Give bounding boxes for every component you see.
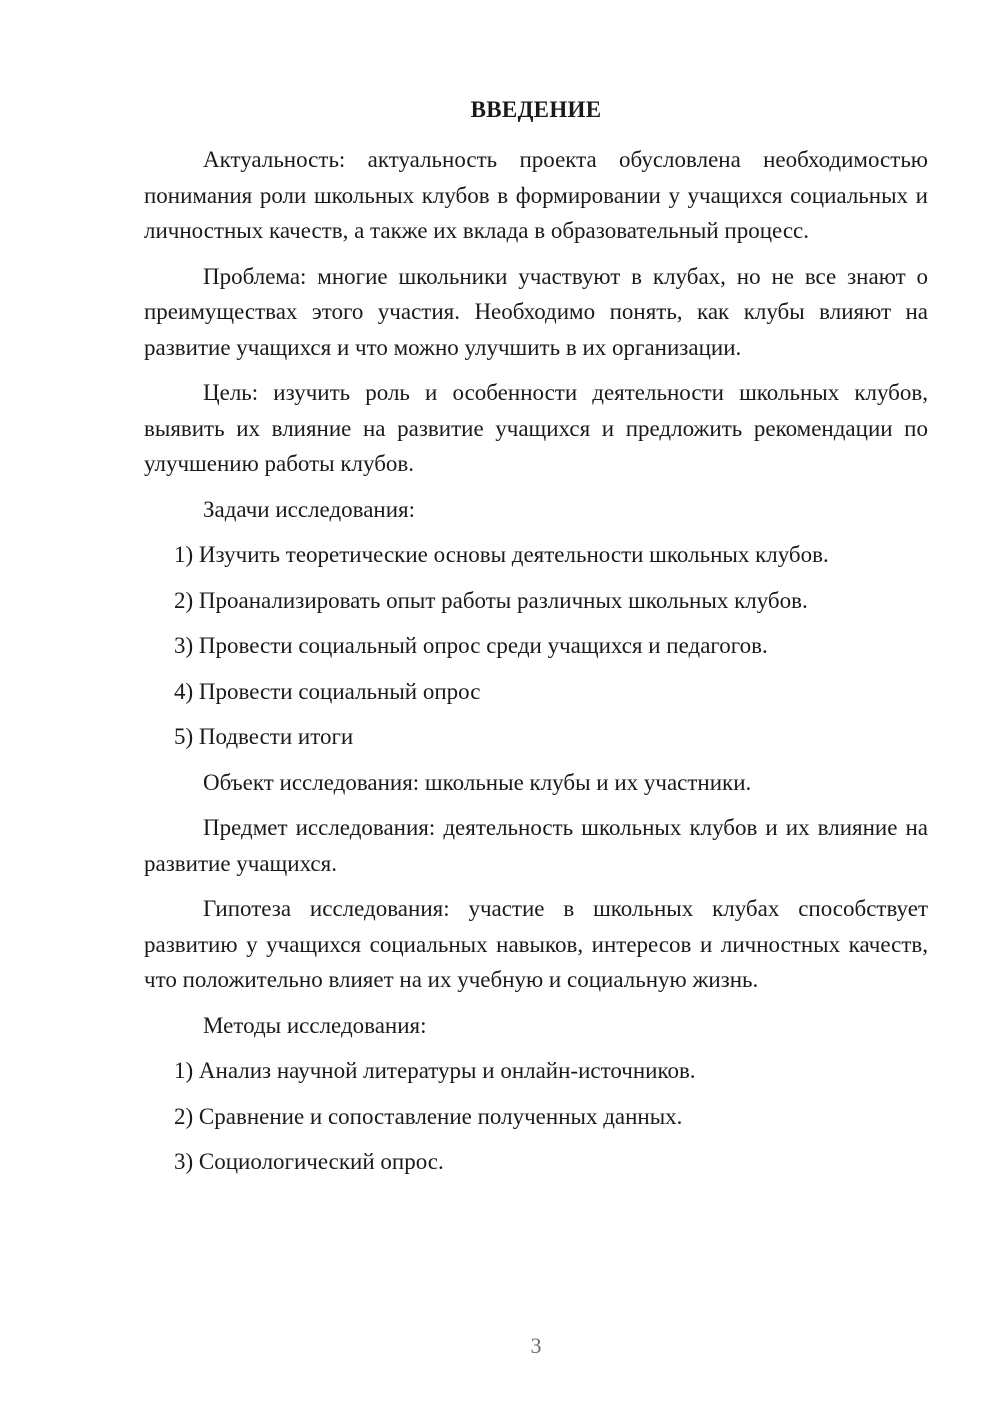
section-title: ВВЕДЕНИЕ xyxy=(470,97,602,122)
list-item: 2) Проанализировать опыт работы различных школьных клубов. xyxy=(174,587,808,613)
relevance-paragraph: Актуальность: актуальность проекта обусловлена необходимостью понимания роли школьных клубов в формировании у учащихся социальных и личностных качеств, а также их вклада в образовательный процесс. xyxy=(144,147,928,243)
document-body xyxy=(144,142,928,1190)
methods-list xyxy=(144,1053,928,1180)
methods-heading: Методы исследования: xyxy=(203,1012,427,1038)
list-item: 3) Социологический опрос. xyxy=(174,1149,444,1174)
object-paragraph: Объект исследования: школьные клубы и их участники. xyxy=(203,769,752,795)
list-item: 4) Провести социальный опрос xyxy=(174,678,481,704)
tasks-heading: Задачи исследования: xyxy=(203,496,416,522)
list-item: 1) Анализ научной литературы и онлайн-источников. xyxy=(174,1058,696,1083)
problem-paragraph: Проблема: многие школьники участвуют в клубах, но не все знают о преимуществах этого участия. Необходимо понять, как клубы влияют на развитие учащихся и что можно улучшить в их организации. xyxy=(144,263,928,360)
hypothesis-paragraph: Гипотеза исследования: участие в школьных клубах способствует развитию у учащихся социальных навыков, интересов и личностных качеств, что положительно влияет на их учебную и социальную жизнь. xyxy=(144,896,928,992)
list-item: 5) Подвести итоги xyxy=(174,724,354,749)
list-item: 2) Сравнение и сопоставление полученных данных. xyxy=(174,1103,683,1129)
goal-paragraph: Цель: изучить роль и особенности деятельности школьных клубов, выявить их влияние на развитие учащихся и предложить рекомендации по улучшению работы клубов. xyxy=(144,380,928,476)
tasks-list xyxy=(144,537,928,755)
list-item: 1) Изучить теоретические основы деятельности школьных клубов. xyxy=(174,542,829,567)
page-number: 3 xyxy=(530,1333,542,1358)
list-item: 3) Провести социальный опрос среди учащихся и педагогов. xyxy=(174,633,768,658)
subject-paragraph: Предмет исследования: деятельность школьных клубов и их влияние на развитие учащихся. xyxy=(144,815,928,876)
